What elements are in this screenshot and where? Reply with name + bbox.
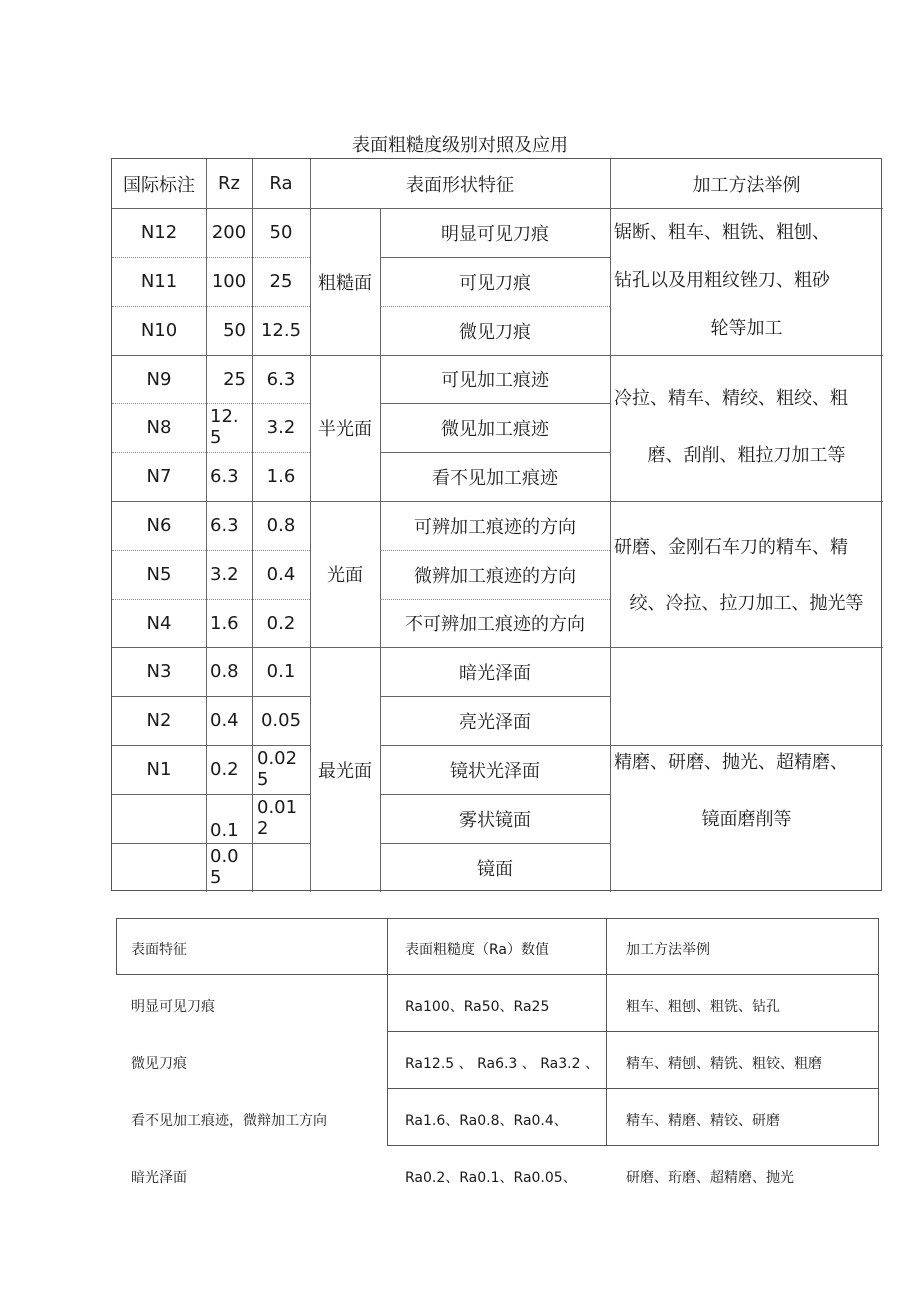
method-rough: 锯断、粗车、粗铣、粗刨、 钻孔以及用粗纹锉刀、粗砂 轮等加工 — [614, 222, 830, 339]
rz-cell: 0.4 — [210, 710, 239, 731]
ra-value-cell: Ra100、Ra50、Ra25 — [405, 999, 550, 1015]
ra-cell: 25 — [269, 271, 293, 292]
ra-cell: 0.01 2 — [257, 797, 298, 839]
table-title: 表面粗糙度级别对照及应用 — [352, 135, 568, 156]
group-label-semi-smooth: 半光面 — [318, 419, 372, 440]
method-finest: 精磨、研磨、抛光、超精磨、 镜面磨削等 — [614, 752, 848, 830]
iso-cell: N4 — [146, 612, 172, 634]
ra-cell: 0.02 5 — [257, 748, 298, 790]
iso-cell: N10 — [140, 320, 178, 341]
ra-value-cell: Ra1.6、Ra0.8、Ra0.4、 — [405, 1113, 568, 1129]
shape-cell: 可见加工痕迹 — [441, 370, 549, 391]
rz-cell: 0.0 5 — [210, 846, 239, 888]
iso-cell: N2 — [146, 710, 172, 731]
header-feature: 表面特征 — [131, 942, 187, 958]
ra-cell: 0.8 — [266, 515, 296, 536]
shape-cell: 看不见加工痕迹 — [432, 467, 558, 489]
shape-cell: 明显可见刀痕 — [441, 223, 549, 245]
ra-cell: 12.5 — [260, 320, 302, 341]
shape-cell: 亮光泽面 — [459, 711, 531, 733]
method-smooth: 研磨、金刚石车刀的精车、精 绞、冷拉、拉刀加工、抛光等 — [614, 537, 864, 614]
group-label-smooth: 光面 — [327, 565, 363, 586]
iso-cell: N12 — [140, 222, 178, 243]
header-rz: Rz — [218, 173, 240, 194]
header-ra-value: 表面粗糙度（Ra）数值 — [405, 942, 549, 958]
header-iso: 国际标注 — [123, 174, 195, 196]
rz-cell: 200 — [211, 222, 247, 243]
ra-cell: 0.05 — [260, 710, 302, 731]
rz-cell: 25 — [223, 368, 246, 390]
iso-cell: N9 — [146, 368, 172, 390]
shape-cell: 微见加工痕迹 — [441, 418, 549, 440]
feature-cell: 明显可见刀痕 — [131, 999, 215, 1015]
method-semi-smooth: 冷拉、精车、精绞、粗绞、粗 磨、刮削、粗拉刀加工等 — [614, 388, 848, 466]
rz-cell: 6.3 — [210, 515, 239, 536]
feature-cell: 微见刀痕 — [131, 1056, 187, 1072]
rz-cell: 100 — [211, 271, 247, 292]
iso-cell: N8 — [146, 417, 172, 438]
rz-cell: 50 — [223, 320, 246, 341]
shape-cell: 可见刀痕 — [459, 272, 531, 294]
shape-cell: 微见刀痕 — [459, 321, 531, 343]
iso-cell: N7 — [146, 466, 172, 487]
method-cell: 研磨、珩磨、超精磨、抛光 — [626, 1170, 794, 1186]
method-cell: 粗车、粗刨、粗铣、钻孔 — [626, 999, 780, 1015]
shape-cell: 微辨加工痕迹的方向 — [414, 565, 576, 587]
ra-cell: 6.3 — [266, 368, 296, 390]
iso-cell: N5 — [146, 564, 172, 585]
feature-cell: 看不见加工痕迹，微辩加工方向 — [131, 1113, 327, 1129]
rz-cell: 1.6 — [210, 612, 239, 634]
ra-value-cell: Ra0.2、Ra0.1、Ra0.05、 — [405, 1170, 577, 1186]
header-method: 加工方法举例 — [692, 174, 801, 196]
ra-cell: 0.4 — [266, 564, 296, 585]
shape-cell: 镜面 — [477, 858, 513, 880]
shape-cell: 雾状镜面 — [459, 809, 531, 831]
group-label-rough: 粗糙面 — [318, 272, 372, 294]
header-ra: Ra — [269, 173, 293, 194]
header-shape: 表面形状特征 — [406, 174, 514, 196]
rz-cell: 0.1 — [210, 820, 239, 841]
iso-cell: N1 — [146, 759, 172, 780]
method-cell: 精车、精磨、精铰、研磨 — [626, 1113, 780, 1129]
feature-cell: 暗光泽面 — [131, 1170, 187, 1186]
rz-cell: 12. 5 — [210, 406, 239, 448]
header-method: 加工方法举例 — [626, 942, 710, 958]
ra-cell: 0.2 — [266, 612, 296, 634]
rz-cell: 0.2 — [210, 759, 239, 780]
rz-cell: 0.8 — [210, 661, 239, 682]
ra-cell: 1.6 — [266, 466, 296, 487]
ra-cell: 50 — [269, 222, 293, 243]
iso-cell: N3 — [146, 661, 172, 682]
iso-cell: N11 — [140, 271, 178, 292]
ra-cell: 0.1 — [266, 661, 296, 682]
rz-cell: 6.3 — [210, 466, 239, 487]
shape-cell: 镜状光泽面 — [450, 760, 540, 782]
ra-value-cell: Ra12.5 、 Ra6.3 、 Ra3.2 、 — [405, 1056, 599, 1072]
group-label-finest: 最光面 — [318, 760, 372, 782]
rz-cell: 3.2 — [210, 564, 239, 585]
method-cell: 精车、精刨、精铣、粗铰、粗磨 — [626, 1056, 822, 1072]
shape-cell: 可辨加工痕迹的方向 — [414, 516, 576, 538]
iso-cell: N6 — [146, 515, 172, 536]
shape-cell: 暗光泽面 — [459, 662, 531, 684]
ra-cell: 3.2 — [266, 417, 296, 438]
shape-cell: 不可辨加工痕迹的方向 — [405, 614, 585, 635]
